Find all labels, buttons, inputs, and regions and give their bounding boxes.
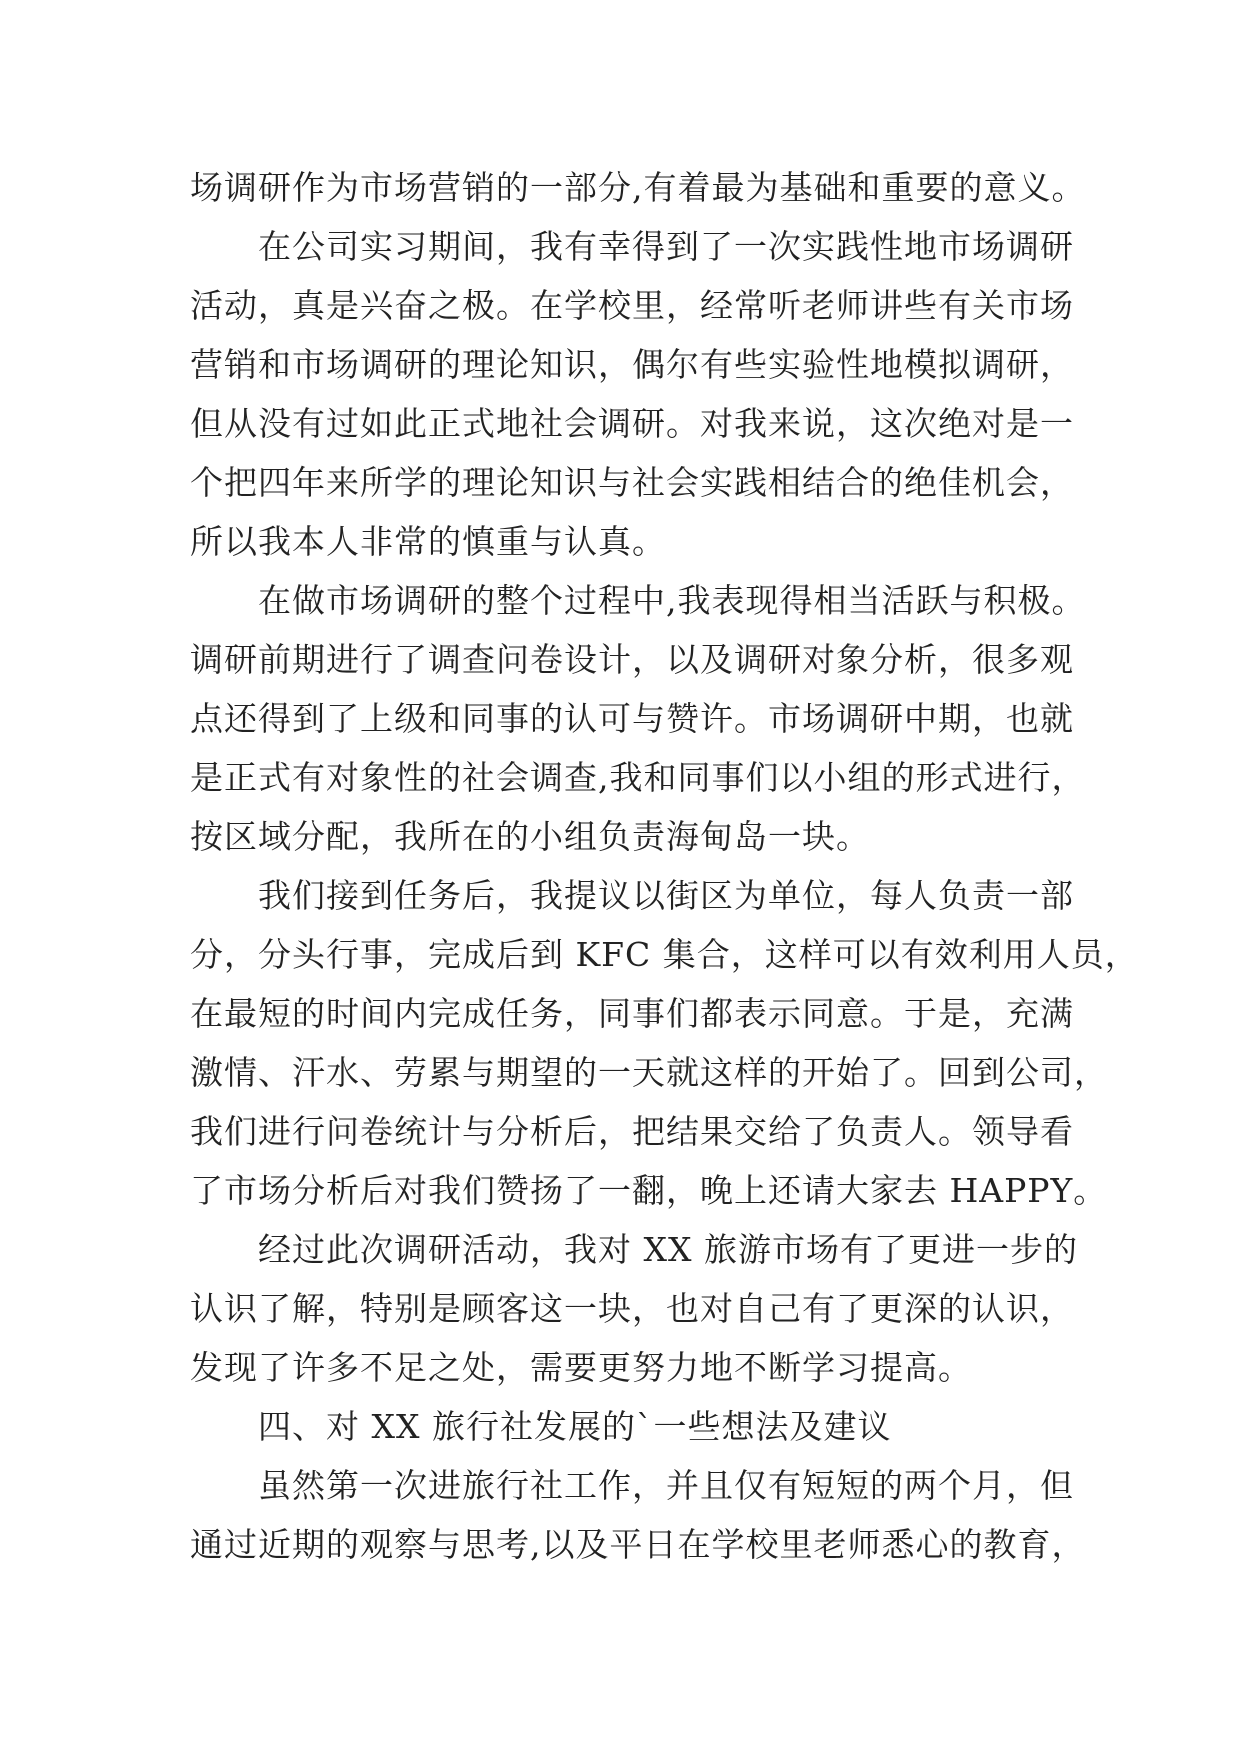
text-line: 所以我本人非常的慎重与认真。 bbox=[190, 522, 666, 561]
text-line: 点还得到了上级和同事的认可与赞许。市场调研中期，也就 bbox=[190, 699, 1074, 738]
paragraph-first-line: 在做市场调研的整个过程中,我表现得相当活跃与积极。 bbox=[258, 581, 1086, 620]
text-line: 但从没有过如此正式地社会调研。对我来说，这次绝对是一 bbox=[190, 404, 1074, 443]
text-line: 我们进行问卷统计与分析后，把结果交给了负责人。领导看 bbox=[190, 1112, 1074, 1151]
section-heading: 四、对 XX 旅行社发展的`一些想法及建议 bbox=[258, 1407, 892, 1446]
paragraph-first-line: 虽然第一次进旅行社工作，并且仅有短短的两个月，但 bbox=[258, 1466, 1074, 1505]
text-line: 是正式有对象性的社会调查,我和同事们以小组的形式进行， bbox=[190, 758, 1086, 797]
text-line: 营销和市场调研的理论知识，偶尔有些实验性地模拟调研， bbox=[190, 345, 1074, 384]
text-line: 了市场分析后对我们赞扬了一翻，晚上还请大家去 HAPPY。 bbox=[190, 1171, 1108, 1210]
text-line: 通过近期的观察与思考,以及平日在学校里老师悉心的教育， bbox=[190, 1525, 1086, 1564]
text-line: 活动，真是兴奋之极。在学校里，经常听老师讲些有关市场 bbox=[190, 286, 1074, 325]
paragraph-first-line: 在公司实习期间，我有幸得到了一次实践性地市场调研 bbox=[258, 227, 1074, 266]
text-line: 在最短的时间内完成任务，同事们都表示同意。于是，充满 bbox=[190, 994, 1074, 1033]
text-line: 个把四年来所学的理论知识与社会实践相结合的绝佳机会， bbox=[190, 463, 1074, 502]
text-line: 发现了许多不足之处，需要更努力地不断学习提高。 bbox=[190, 1348, 972, 1387]
text-line: 按区域分配，我所在的小组负责海甸岛一块。 bbox=[190, 817, 870, 856]
paragraph-first-line: 经过此次调研活动，我对 XX 旅游市场有了更进一步的 bbox=[258, 1230, 1078, 1269]
text-line: 分，分头行事，完成后到 KFC 集合，这样可以有效利用人员， bbox=[190, 935, 1139, 974]
text-line: 场调研作为市场营销的一部分,有着最为基础和重要的意义。 bbox=[190, 168, 1086, 207]
text-line: 调研前期进行了调查问卷设计，以及调研对象分析，很多观 bbox=[190, 640, 1074, 679]
text-line: 认识了解，特别是顾客这一块，也对自己有了更深的认识， bbox=[190, 1289, 1074, 1328]
text-line: 激情、汗水、劳累与期望的一天就这样的开始了。回到公司， bbox=[190, 1053, 1108, 1092]
document-body bbox=[190, 158, 1139, 1574]
paragraph-first-line: 我们接到任务后，我提议以街区为单位，每人负责一部 bbox=[258, 876, 1074, 915]
